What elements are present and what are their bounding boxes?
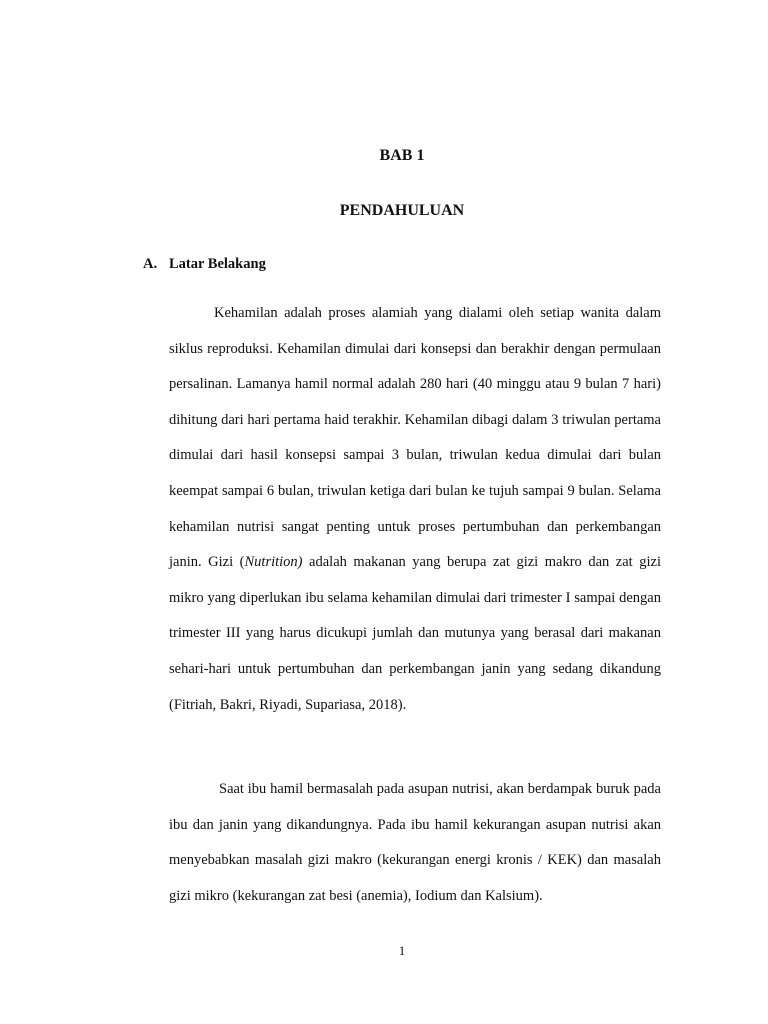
section-title: Latar Belakang <box>169 256 266 272</box>
paragraph-1-italic-term: Nutrition) <box>244 554 303 571</box>
paragraph-1 <box>169 296 661 723</box>
paragraph-1-text-b: adalah makanan yang berupa zat gizi makro dan zat gizi mikro yang diperlukan ibu selama kehamilan dimulai dari trimester I sampai dengan trimester III yang harus dicukupi jumlah dan mutunya yang berasal dari makanan sehari-hari untuk pertumbuhan dan perkembangan janin yang sedang dikandung (Fitriah, Bakri, Riyadi, Supariasa, 2018). <box>169 554 661 713</box>
chapter-number: BAB 1 <box>379 147 425 164</box>
chapter-title: PENDAHULUAN <box>339 202 465 219</box>
paragraph-2: Saat ibu hamil bermasalah pada asupan nutrisi, akan berdampak buruk pada ibu dan janin yang dikandungnya. Pada ibu hamil kekurangan asupan nutrisi akan menyebabkan masalah gizi makro (kekurangan energi kronis / KEK) dan masalah gizi mikro (kekurangan zat besi (anemia), Iodium dan Kalsium). <box>169 781 661 904</box>
paragraph-1-text-a: Kehamilan adalah proses alamiah yang dialami oleh setiap wanita dalam siklus reproduksi. Kehamilan dimulai dari konsepsi dan berakhir dengan permulaan persalinan. Lamanya hamil normal adalah 280 hari (40 minggu atau 9 bulan 7 hari) dihitung dari hari pertama haid terakhir. Kehamilan dibagi dalam 3 triwulan pertama dimulai dari hasil konsepsi sampai 3 bulan, triwulan kedua dimulai dari bulan keempat sampai 6 bulan, triwulan ketiga dari bulan ke tujuh sampai 9 bulan. Selama kehamilan nutrisi sangat penting untuk proses pertumbuhan dan perkembangan janin. Gizi ( <box>169 305 661 571</box>
section-marker: A. <box>143 256 158 272</box>
section-heading <box>143 256 266 273</box>
page-number: 1 <box>398 943 406 958</box>
